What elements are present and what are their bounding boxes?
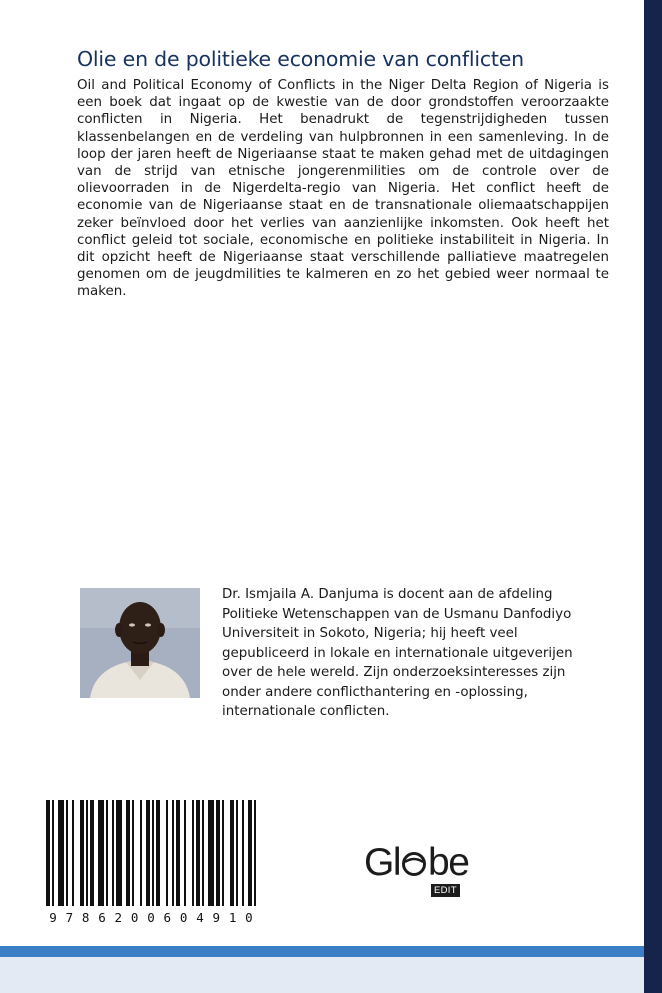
author-bio: Dr. Ismjaila A. Danjuma is docent aan de afdeling Politieke Wetenschappen van de Usmanu Danfodiyo Universiteit in Sokoto, Nigeria; hij heeft veel gepubliceerd in lokale en internationale uitgeverijen over de hele wereld. Zijn onderzoeksinteresses zijn onder andere conflicthantering en -oplossing, internationale conflicten.: [222, 587, 573, 719]
barcode-bar: [222, 800, 224, 906]
cover-blurb: Oil and Political Economy of Conflicts in the Niger Delta Region of Nigeria is een boek dat ingaat op de kwestie van de door grondstoffen veroorzaakte conflicten in Nigeria. Het benadrukt de tegenstrijdigheden tussen klassenbelangen en de verdeling van hulpbronnen in een samenleving. In de loop der jaren heeft de Nigeriaanse staat te maken gehad met de uitdagingen van de strijd van etnische jongerenmilities om de controle over de olievoorraden in de Nigerdelta-regio van Nigeria. Het conflict heeft de economie van de Nigeriaanse staat en de transnationale oliemaatschappijen zeker beïnvloed door het verlies van aanzienlijke inkomsten. Ook heeft het conflict geleid tot sociale, economische en politieke instabiliteit in Nigeria. In dit opzicht heeft de Nigeriaanse staat verschillende palliatieve maatregelen genomen om de jeugdmilities te kalmeren en zo het gebied weer normaal te maken.: [77, 78, 609, 300]
bottom-band-accent: [0, 946, 644, 957]
barcode-digit: 4: [196, 910, 204, 925]
barcode-digit: 7: [65, 910, 74, 925]
barcode-digit: 8: [81, 910, 90, 925]
barcode-digit: 9: [212, 910, 221, 925]
barcode-bar: [58, 800, 64, 906]
barcode-bar: [116, 800, 122, 906]
publisher-logo-sub: EDIT: [431, 884, 460, 897]
barcode-bar: [184, 800, 186, 906]
barcode-bar: [192, 800, 194, 906]
barcode-bar: [106, 800, 108, 906]
barcode-bar: [72, 800, 74, 906]
barcode-digits: [46, 910, 256, 925]
author-photo: [80, 588, 200, 698]
barcode-bar: [216, 800, 220, 906]
isbn-barcode: [46, 800, 256, 924]
barcode-bar: [52, 800, 54, 906]
barcode-bar: [172, 800, 174, 906]
barcode-digit: 9: [49, 910, 57, 925]
barcode-digit: 2: [114, 910, 123, 925]
barcode-bar: [90, 800, 94, 906]
barcode-bar: [242, 800, 244, 906]
globe-ring-icon: [401, 844, 427, 870]
barcode-bar: [254, 800, 256, 906]
barcode-bar: [146, 800, 150, 906]
barcode-bars: [46, 800, 256, 908]
barcode-bar: [80, 800, 84, 906]
barcode-bar: [208, 800, 214, 906]
barcode-bar: [166, 800, 168, 906]
barcode-bar: [202, 800, 204, 906]
barcode-bar: [140, 800, 142, 906]
barcode-bar: [126, 800, 130, 906]
bottom-band: [0, 946, 644, 993]
barcode-bar: [236, 800, 238, 906]
barcode-bar: [156, 800, 160, 906]
cover-title: Olie en de politieke economie van conflicten: [77, 47, 524, 71]
barcode-bar: [152, 800, 154, 906]
barcode-digit: 0: [245, 910, 253, 925]
spine-edge-strip: [644, 0, 662, 993]
barcode-bar: [132, 800, 134, 906]
barcode-digit: 0: [147, 910, 155, 925]
publisher-logo: [364, 842, 488, 900]
barcode-bar: [46, 800, 50, 906]
barcode-digit: 0: [130, 910, 139, 925]
barcode-digit: 1: [228, 910, 237, 925]
barcode-bar: [230, 800, 234, 906]
barcode-bar: [112, 800, 114, 906]
publisher-logo-wordmark: Gl be: [364, 841, 469, 884]
barcode-bar: [66, 800, 68, 906]
barcode-bar: [196, 800, 200, 906]
barcode-bar: [176, 800, 180, 906]
barcode-bar: [98, 800, 104, 906]
barcode-digit: 6: [98, 910, 106, 925]
barcode-bar: [248, 800, 252, 906]
barcode-bar: [86, 800, 88, 906]
barcode-digit: 6: [163, 910, 172, 925]
barcode-digit: 0: [179, 910, 188, 925]
